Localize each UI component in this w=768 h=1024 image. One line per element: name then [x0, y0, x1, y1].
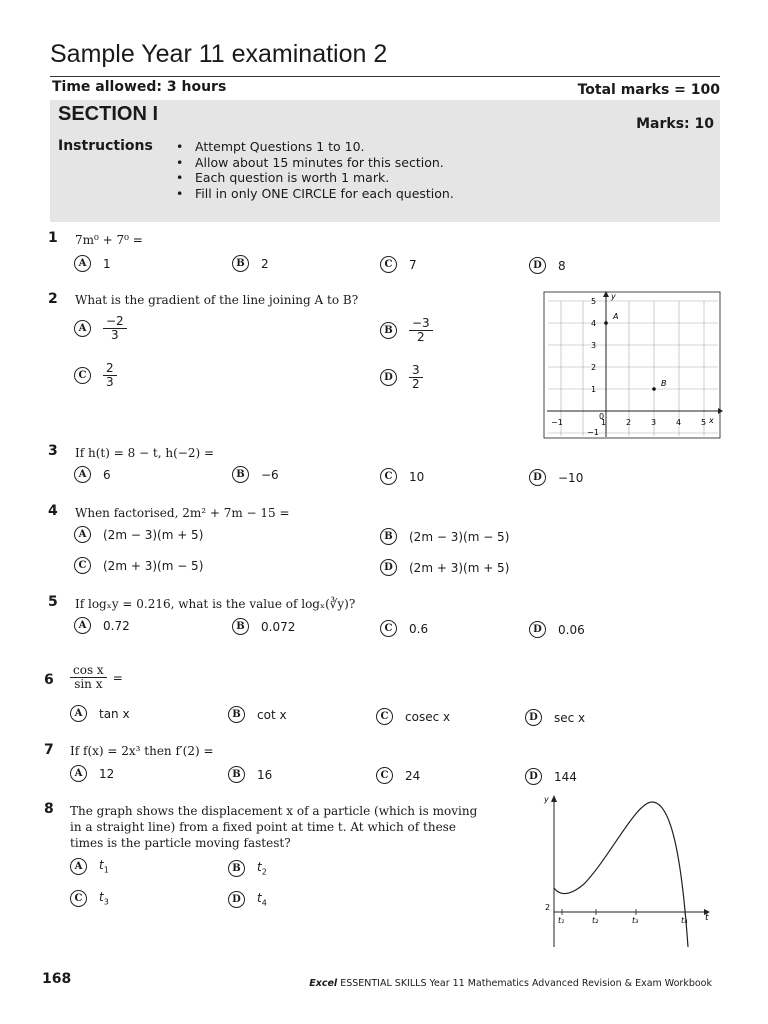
option-text: (2m + 3)(m − 5): [103, 558, 204, 573]
option-c[interactable]: [380, 468, 424, 485]
page-title: Sample Year 11 examination 2: [50, 40, 388, 68]
denominator: sin x: [74, 677, 103, 691]
option-text: −10: [558, 470, 584, 485]
option-d[interactable]: [380, 364, 423, 391]
time-allowed: Time allowed: 3 hours: [52, 79, 227, 95]
x-tick-label: 5: [701, 418, 707, 427]
option-c[interactable]: [376, 708, 450, 725]
option-c[interactable]: [70, 890, 109, 907]
option-b[interactable]: [228, 706, 287, 723]
x-axis-label: x: [709, 416, 714, 425]
fraction: [103, 315, 127, 342]
instruction-item: • Fill in only ONE CIRCLE for each question.: [176, 186, 454, 202]
title-rule: [50, 76, 720, 77]
y-axis-arrow: [551, 795, 557, 802]
option-d[interactable]: [380, 559, 509, 576]
coordinate-grid-graph: [543, 291, 723, 441]
option-a[interactable]: [74, 617, 130, 634]
option-bubble[interactable]: B: [228, 860, 245, 877]
section-marks: Marks: 10: [636, 116, 714, 132]
question-number: 7: [44, 742, 54, 758]
page-number: 168: [42, 971, 72, 987]
option-text: (2m + 3)(m + 5): [409, 560, 510, 575]
option-a[interactable]: [74, 526, 203, 543]
origin-label: 0: [599, 412, 605, 421]
option-text: (2m − 3)(m − 5): [409, 529, 510, 544]
option-c[interactable]: [376, 767, 420, 784]
option-bubble[interactable]: A: [74, 466, 91, 483]
question-number: 2: [48, 291, 58, 307]
option-bubble[interactable]: D: [380, 369, 397, 386]
denominator: 2: [412, 377, 420, 391]
option-text: 24: [405, 768, 421, 783]
question-text: [70, 803, 477, 851]
option-text: 7: [409, 257, 417, 272]
t-tick-label: t₁: [558, 916, 565, 925]
y-axis-label: y: [611, 292, 616, 301]
option-bubble[interactable]: A: [70, 765, 87, 782]
option-bubble[interactable]: D: [529, 621, 546, 638]
option-bubble[interactable]: B: [228, 766, 245, 783]
instruction-item: • Allow about 15 minutes for this section.: [176, 155, 454, 171]
question-line: in a straight line) from a fixed point at time t. At which of these: [70, 820, 456, 834]
question-text: What is the gradient of the line joining A to B?: [75, 293, 359, 307]
fraction: [409, 317, 433, 344]
option-d[interactable]: [529, 469, 583, 486]
denominator: 3: [106, 375, 114, 389]
t-tick-label: t₃: [632, 916, 639, 925]
question-text: [70, 664, 123, 691]
option-bubble[interactable]: A: [70, 705, 87, 722]
question-line: times is the particle moving fastest?: [70, 836, 291, 850]
point-b-label: B: [661, 379, 667, 388]
x-tick-label: 2: [626, 418, 632, 427]
total-marks: Total marks = 100: [577, 82, 720, 98]
option-c[interactable]: [74, 362, 117, 389]
option-d[interactable]: [525, 709, 585, 726]
option-bubble[interactable]: B: [380, 528, 397, 545]
option-bubble[interactable]: B: [232, 466, 249, 483]
instruction-item: • Each question is worth 1 mark.: [176, 170, 454, 186]
option-bubble[interactable]: D: [380, 559, 397, 576]
t-tick-label: t₂: [592, 916, 599, 925]
option-bubble[interactable]: C: [74, 557, 91, 574]
denominator: 2: [417, 330, 425, 344]
question-text: 7m⁰ + 7⁰ =: [75, 233, 143, 247]
question-text: If f(x) = 2x³ then f′(2) =: [70, 744, 214, 758]
option-d[interactable]: [529, 621, 585, 638]
book-name: ESSENTIAL SKILLS Year 11 Mathematics Advanced Revision & Exam Workbook: [340, 978, 712, 989]
option-a[interactable]: [70, 765, 114, 782]
graph-frame: [544, 292, 720, 438]
option-text: 0.072: [261, 619, 296, 634]
option-d[interactable]: [529, 257, 566, 274]
option-b[interactable]: [380, 317, 433, 344]
numerator: 3: [409, 364, 423, 378]
point-b-marker: [652, 387, 656, 391]
x-tick-label: 3: [651, 418, 657, 427]
option-text: 12: [99, 766, 115, 781]
option-bubble[interactable]: C: [380, 620, 397, 637]
question-text: If h(t) = 8 − t, h(−2) =: [75, 446, 215, 460]
book-title: [309, 978, 712, 989]
denominator: 3: [111, 328, 119, 342]
option-text: 8: [558, 258, 566, 273]
option-bubble[interactable]: C: [70, 890, 87, 907]
option-bubble[interactable]: D: [525, 709, 542, 726]
option-a[interactable]: [70, 705, 130, 722]
option-text: 2: [261, 256, 269, 271]
option-text: cot x: [257, 707, 287, 722]
option-text: 144: [554, 769, 577, 784]
option-a[interactable]: [74, 255, 111, 272]
numerator: −3: [409, 317, 433, 331]
option-bubble[interactable]: C: [380, 256, 397, 273]
option-bubble[interactable]: C: [380, 468, 397, 485]
option-bubble[interactable]: C: [376, 767, 393, 784]
option-b[interactable]: [380, 528, 509, 545]
option-text: $t_4$: [257, 891, 267, 908]
instructions-list: [176, 139, 454, 201]
option-bubble[interactable]: C: [74, 367, 91, 384]
option-text: 0.72: [103, 618, 130, 633]
option-bubble[interactable]: C: [376, 708, 393, 725]
fraction: [103, 362, 117, 389]
t-axis-label: t: [705, 913, 709, 923]
option-text: cosec x: [405, 709, 451, 724]
question-number: 4: [48, 503, 58, 519]
option-bubble[interactable]: A: [70, 858, 87, 875]
question-number: 1: [48, 230, 58, 246]
option-text: $t_2$: [257, 860, 267, 877]
instruction-item: • Attempt Questions 1 to 10.: [176, 139, 454, 155]
option-bubble[interactable]: A: [74, 617, 91, 634]
option-b[interactable]: [232, 255, 269, 272]
fraction: [70, 664, 107, 691]
option-text: 0.6: [409, 621, 429, 636]
option-d[interactable]: [525, 768, 577, 785]
option-text: 1: [103, 256, 111, 271]
x-tick-label: −1: [551, 418, 563, 427]
y-tick-label: 2: [591, 363, 597, 372]
option-c[interactable]: [380, 620, 428, 637]
equals-sign: =: [112, 670, 123, 685]
numerator: 2: [103, 362, 117, 376]
option-text: 16: [257, 767, 273, 782]
option-c[interactable]: [74, 557, 203, 574]
option-d[interactable]: [228, 891, 267, 908]
option-bubble[interactable]: D: [228, 891, 245, 908]
option-bubble[interactable]: B: [232, 618, 249, 635]
option-bubble[interactable]: A: [74, 320, 91, 337]
option-a[interactable]: [74, 466, 111, 483]
option-text: 6: [103, 467, 111, 482]
option-text: 0.06: [558, 622, 585, 637]
point-a-label: A: [613, 312, 619, 321]
y-tick-label: 1: [591, 385, 597, 394]
option-text: sec x: [554, 710, 586, 725]
instructions-label: Instructions: [58, 138, 153, 154]
question-text: If logₓy = 0.216, what is the value of logₓ(∛y)?: [75, 597, 356, 611]
option-text: −6: [261, 467, 279, 482]
question-number: 5: [48, 594, 58, 610]
option-b[interactable]: [228, 766, 272, 783]
x-tick-label: 4: [676, 418, 682, 427]
displacement-curve: [554, 802, 688, 947]
question-number: 8: [44, 801, 54, 817]
option-text: (2m − 3)(m + 5): [103, 527, 204, 542]
option-text: 10: [409, 469, 425, 484]
numerator: −2: [103, 315, 127, 329]
option-b[interactable]: [232, 466, 279, 483]
brand-name: Excel: [309, 978, 338, 989]
question-line: The graph shows the displacement x of a particle (which is moving: [70, 804, 478, 818]
grid-lines: [548, 301, 718, 436]
option-text: tan x: [99, 706, 130, 721]
option-text: $t_3$: [99, 890, 109, 907]
option-bubble[interactable]: B: [232, 255, 249, 272]
question-text: When factorised, 2m² + 7m − 15 =: [75, 506, 290, 520]
y-axis-label: y: [544, 795, 549, 804]
displacement-time-graph: [540, 792, 720, 952]
y-tick-label: 2: [545, 903, 551, 912]
option-a[interactable]: [74, 315, 127, 342]
option-b[interactable]: [228, 860, 267, 877]
numerator: cos x: [70, 664, 107, 678]
option-a[interactable]: [70, 858, 109, 875]
question-number: 6: [44, 672, 54, 688]
option-bubble[interactable]: D: [525, 768, 542, 785]
y-tick-label: 4: [591, 319, 597, 328]
option-c[interactable]: [380, 256, 417, 273]
y-tick-label: −1: [587, 428, 599, 437]
option-bubble[interactable]: A: [74, 526, 91, 543]
option-bubble[interactable]: D: [529, 469, 546, 486]
option-bubble[interactable]: D: [529, 257, 546, 274]
y-tick-label: 3: [591, 341, 597, 350]
point-a-marker: [604, 321, 608, 325]
option-bubble[interactable]: B: [380, 322, 397, 339]
y-tick-label: 5: [591, 297, 597, 306]
option-text: $t_1$: [99, 858, 109, 875]
question-number: 3: [48, 443, 58, 459]
x-tick-label: 1: [601, 418, 607, 427]
option-bubble[interactable]: A: [74, 255, 91, 272]
option-bubble[interactable]: B: [228, 706, 245, 723]
option-b[interactable]: [232, 618, 295, 635]
section-heading: SECTION I: [58, 103, 159, 125]
fraction: [409, 364, 423, 391]
t-tick-label: t₄: [681, 916, 688, 925]
